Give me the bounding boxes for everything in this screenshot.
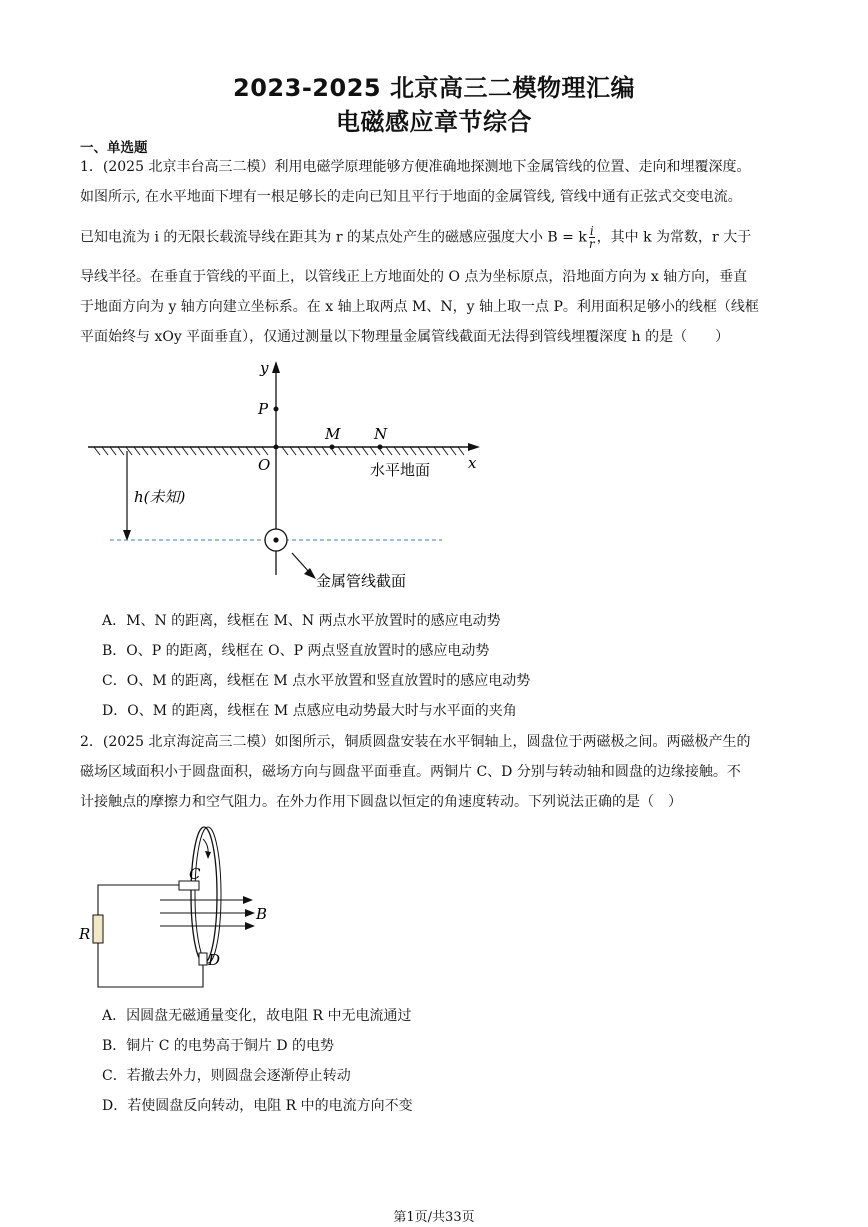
document-subtitle: 电磁感应章节综合 [336,108,532,136]
q2-line-3: 计接触点的摩擦力和空气阻力。在外力作用下圆盘以恒定的角速度转动。下列说法正确的是（ ） [80,794,682,810]
q1-line-3 [80,225,751,250]
ground-hatching [94,447,464,455]
point-p [274,407,279,412]
resistor-icon [93,915,103,943]
pipe-label: 金属管线截面 [316,572,407,590]
depth-label: h(未知) [134,488,186,506]
field-arrow-icon [245,922,255,930]
q2-option-d[interactable]: D．若使圆盘反向转动，电阻 R 中的电流方向不变 [102,1098,413,1114]
field-arrow-icon [245,909,255,917]
point-o [274,445,279,450]
q1-line-3-text: 已知电流为 i 的无限长载流导线在距其为 r 的某点处产生的磁感应强度大小 B = k [80,229,587,246]
q1-line-3-tail: ，其中 k 为常数，r 大于 [596,229,752,246]
copper-brush-d [199,953,207,965]
y-axis-label: y [260,359,269,377]
point-m [330,445,335,450]
brush-c-label: C [189,865,201,883]
x-axis-label: x [468,454,477,472]
q2-option-a[interactable]: A．因圆盘无磁通量变化，故电阻 R 中无电流通过 [102,1008,412,1024]
point-n [378,445,383,450]
q1-figure [80,355,500,595]
q1-line-4: 导线半径。在垂直于管线的平面上，以管线正上方地面处的 O 点为坐标原点，沿地面方向为 x 轴方向，垂直 [80,269,748,285]
pipe-pointer-line [292,553,310,573]
q1-option-b[interactable]: B．O、P 的距离，线框在 O、P 两点竖直放置时的感应电动势 [102,643,490,659]
resistor-label: R [79,925,91,943]
pipe-current-dot [273,537,278,542]
q2-option-c[interactable]: C．若撤去外力，则圆盘会逐渐停止转动 [102,1068,351,1084]
formula-fraction [589,225,595,250]
ground-label: 水平地面 [370,461,431,479]
q2-figure [75,815,295,995]
field-arrow-icon [243,896,253,904]
q1-option-a[interactable]: A．M、N 的距离，线框在 M、N 两点水平放置时的感应电动势 [102,613,501,629]
q1-option-d[interactable]: D．O、M 的距离，线框在 M 点感应电动势最大时与水平面的夹角 [102,703,517,719]
q2-option-b[interactable]: B．铜片 C 的电势高于铜片 D 的电势 [102,1038,335,1054]
pipe-pointer-arrow-icon [304,568,316,579]
circuit-wire-bottom [98,943,203,987]
point-n-label: N [374,425,388,443]
document-title: 2023-2025 北京高三二模物理汇编 [233,74,635,102]
point-p-label: P [258,400,269,418]
depth-arrow-head-icon [123,530,131,541]
q2-line-1: 2．(2025 北京海淀高三二模）如图所示，铜质圆盘安装在水平铜轴上，圆盘位于两磁极之间。两磁极产生的 [80,734,751,750]
rotation-arrow-icon [205,851,211,859]
brush-d-label: D [208,951,221,969]
q1-line-5: 于地面方向为 y 轴方向建立坐标系。在 x 轴上取两点 M、N，y 轴上取一点 P。利用面积足够小的线框（线框 [80,299,759,315]
point-o-label: O [258,456,271,474]
magnetic-field-lines [160,900,247,926]
q1-line-2: 如图所示, 在水平地面下埋有一根足够长的走向已知且平行于地面的金属管线, 管线中通有正弦式交变电流。 [80,189,742,205]
q1-option-c[interactable]: C．O、M 的距离，线框在 M 点水平放置和竖直放置时的感应电动势 [102,673,531,689]
section-heading: 一、单选题 [80,140,148,156]
q1-line-6: 平面始终与 xOy 平面垂直），仅通过测量以下物理量金属管线截面无法得到管线埋覆深度 h 的是（ ） [80,329,730,345]
y-axis-arrow-icon [272,361,280,373]
fraction-numerator: i [589,224,594,238]
q2-line-2: 磁场区域面积小于圆盘面积，磁场方向与圆盘平面垂直。两铜片 C、D 分别与转动轴和圆盘的边缘接触。不 [80,764,741,780]
fraction-denominator: r [588,237,595,251]
page-number: 第1页/共33页 [393,1210,475,1225]
field-b-label: B [256,905,268,923]
q1-line-1: 1．(2025 北京丰台高三二模）利用电磁学原理能够方便准确地探测地下金属管线的位置、走向和埋覆深度。 [80,159,751,175]
point-m-label: M [325,425,341,443]
x-axis-arrow-icon [468,443,480,451]
